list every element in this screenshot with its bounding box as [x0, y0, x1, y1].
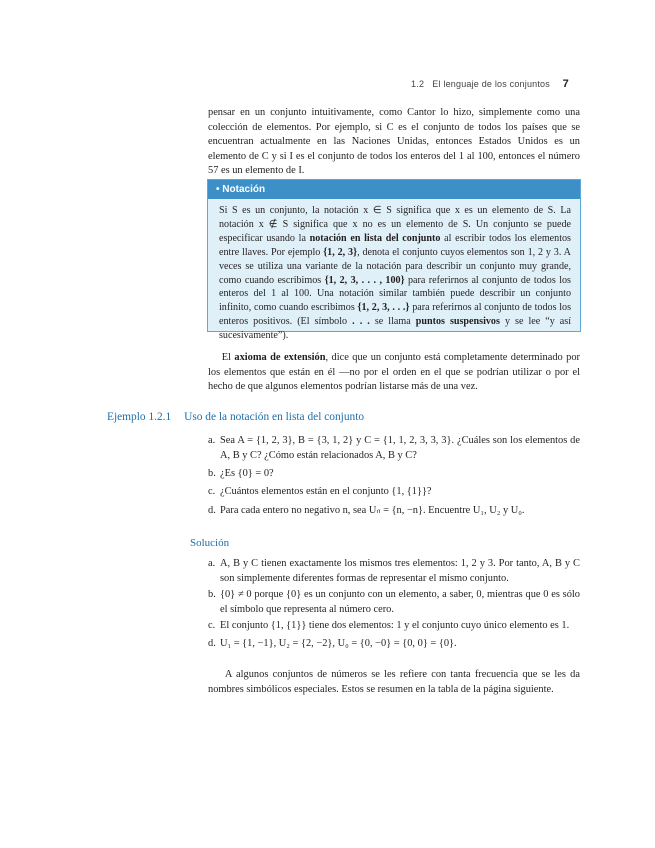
list-item: c. El conjunto {1, {1}} tiene dos elementos: 1 y el conjunto cuyo único elemento es 1.: [208, 620, 570, 631]
intro-paragraph: pensar en un conjunto intuitivamente, como Cantor lo hizo, simplemente como una colección de elementos. Por ejemplo, si C es el conjunto de todos los países que se encuentran actualmente en las Naciones Unidas, entonces Estados Unidos es un elemento de C y si I es el conjunto de todos los enteros del 1 al 100, entonces el número 57 es un elemento de I.: [208, 107, 580, 177]
bold-term: {1, 2, 3}: [323, 246, 358, 258]
list-item: b. ¿Es {0} = 0?: [208, 468, 274, 479]
example-label: Ejemplo 1.2.1: [107, 411, 172, 423]
bold-term: puntos suspensivos: [415, 316, 500, 328]
section-number: 1.2: [411, 79, 425, 89]
solution-heading: Solución: [190, 537, 230, 549]
bold-term: notación en lista del conjunto: [309, 232, 441, 244]
notation-box-title: • Notación: [208, 180, 580, 199]
notation-box-body: Si S es un conjunto, la notación x ∈ S significa que x es un elemento de S. La notación x ∉ S significa que x no es un elemento de S. Un conjunto se puede especificar usando la notación en lista del conjunto al escribir todos los elementos entre llaves. Por ejemplo {1, 2, 3}, denota el conjunto cuyos elementos son 1, 2 y 3. A veces se utiliza una variante de la notación para describir un conjunto muy grande, como cuando escribimos {1, 2, 3, . . . , 100} para referirnos al conjunto de todos los enteros del 1 al 100. Una notación similar también puede describir un conjunto infinito, como cuando escribimos {1, 2, 3, . . .} para referirnos al conjunto de todos los enteros positivos. (El símbolo . . . se llama puntos suspensivos y se lee “y así sucesivamente”).: [219, 205, 572, 342]
bold-term: {1, 2, 3, . . .}: [357, 302, 410, 314]
section-title: El lenguaje de los conjuntos: [432, 79, 550, 89]
list-item: d. Para cada entero no negativo n, sea Uₙ = {n, −n}. Encuentre U₁, U₂ y U₀.: [208, 505, 525, 516]
list-item: a. A, B y C tienen exactamente los mismos tres elementos: 1, 2 y 3. Por tanto, A, B y C son simplemente diferentes formas de representar el mismo conjunto.: [208, 558, 580, 584]
page-number: 7: [562, 78, 569, 90]
notation-box: [207, 179, 581, 342]
list-item: a. Sea A = {1, 2, 3}, B = {3, 1, 2} y C = {1, 1, 2, 3, 3, 3}. ¿Cuáles son los elementos de A, B y C? ¿Cómo están relacionados A, B y C?: [208, 435, 580, 461]
list-item: c. ¿Cuántos elementos están en el conjunto {1, {1}}?: [208, 486, 432, 497]
list-item: d. U₁ = {1, −1}, U₂ = {2, −2}, U₀ = {0, −0} = {0, 0} = {0}.: [208, 638, 457, 649]
list-item: b. {0} ≠ 0 porque {0} es un conjunto con un elemento, a saber, 0, mientras que 0 es sólo el símbolo que representa al número cero.: [208, 589, 580, 615]
example-heading: [107, 411, 364, 423]
axiom-paragraph: El axioma de extensión, dice que un conjunto está completamente determinado por los elementos que están en él —no por el orden en el que se podrían utilizar o por el hecho de que algunos elementos podrían listarse más de una vez.: [208, 352, 580, 393]
example-title: Uso de la notación en lista del conjunto: [184, 411, 365, 423]
bold-term: {1, 2, 3, . . . , 100}: [324, 274, 405, 286]
closing-paragraph: A algunos conjuntos de números se les refiere con tanta frecuencia que se les da nombres simbólicos especiales. Estos se resumen en la tabla de la página siguiente.: [208, 669, 580, 695]
running-header: [411, 78, 569, 90]
bold-term: . . .: [352, 316, 370, 328]
bold-term: axioma de extensión: [234, 352, 326, 363]
